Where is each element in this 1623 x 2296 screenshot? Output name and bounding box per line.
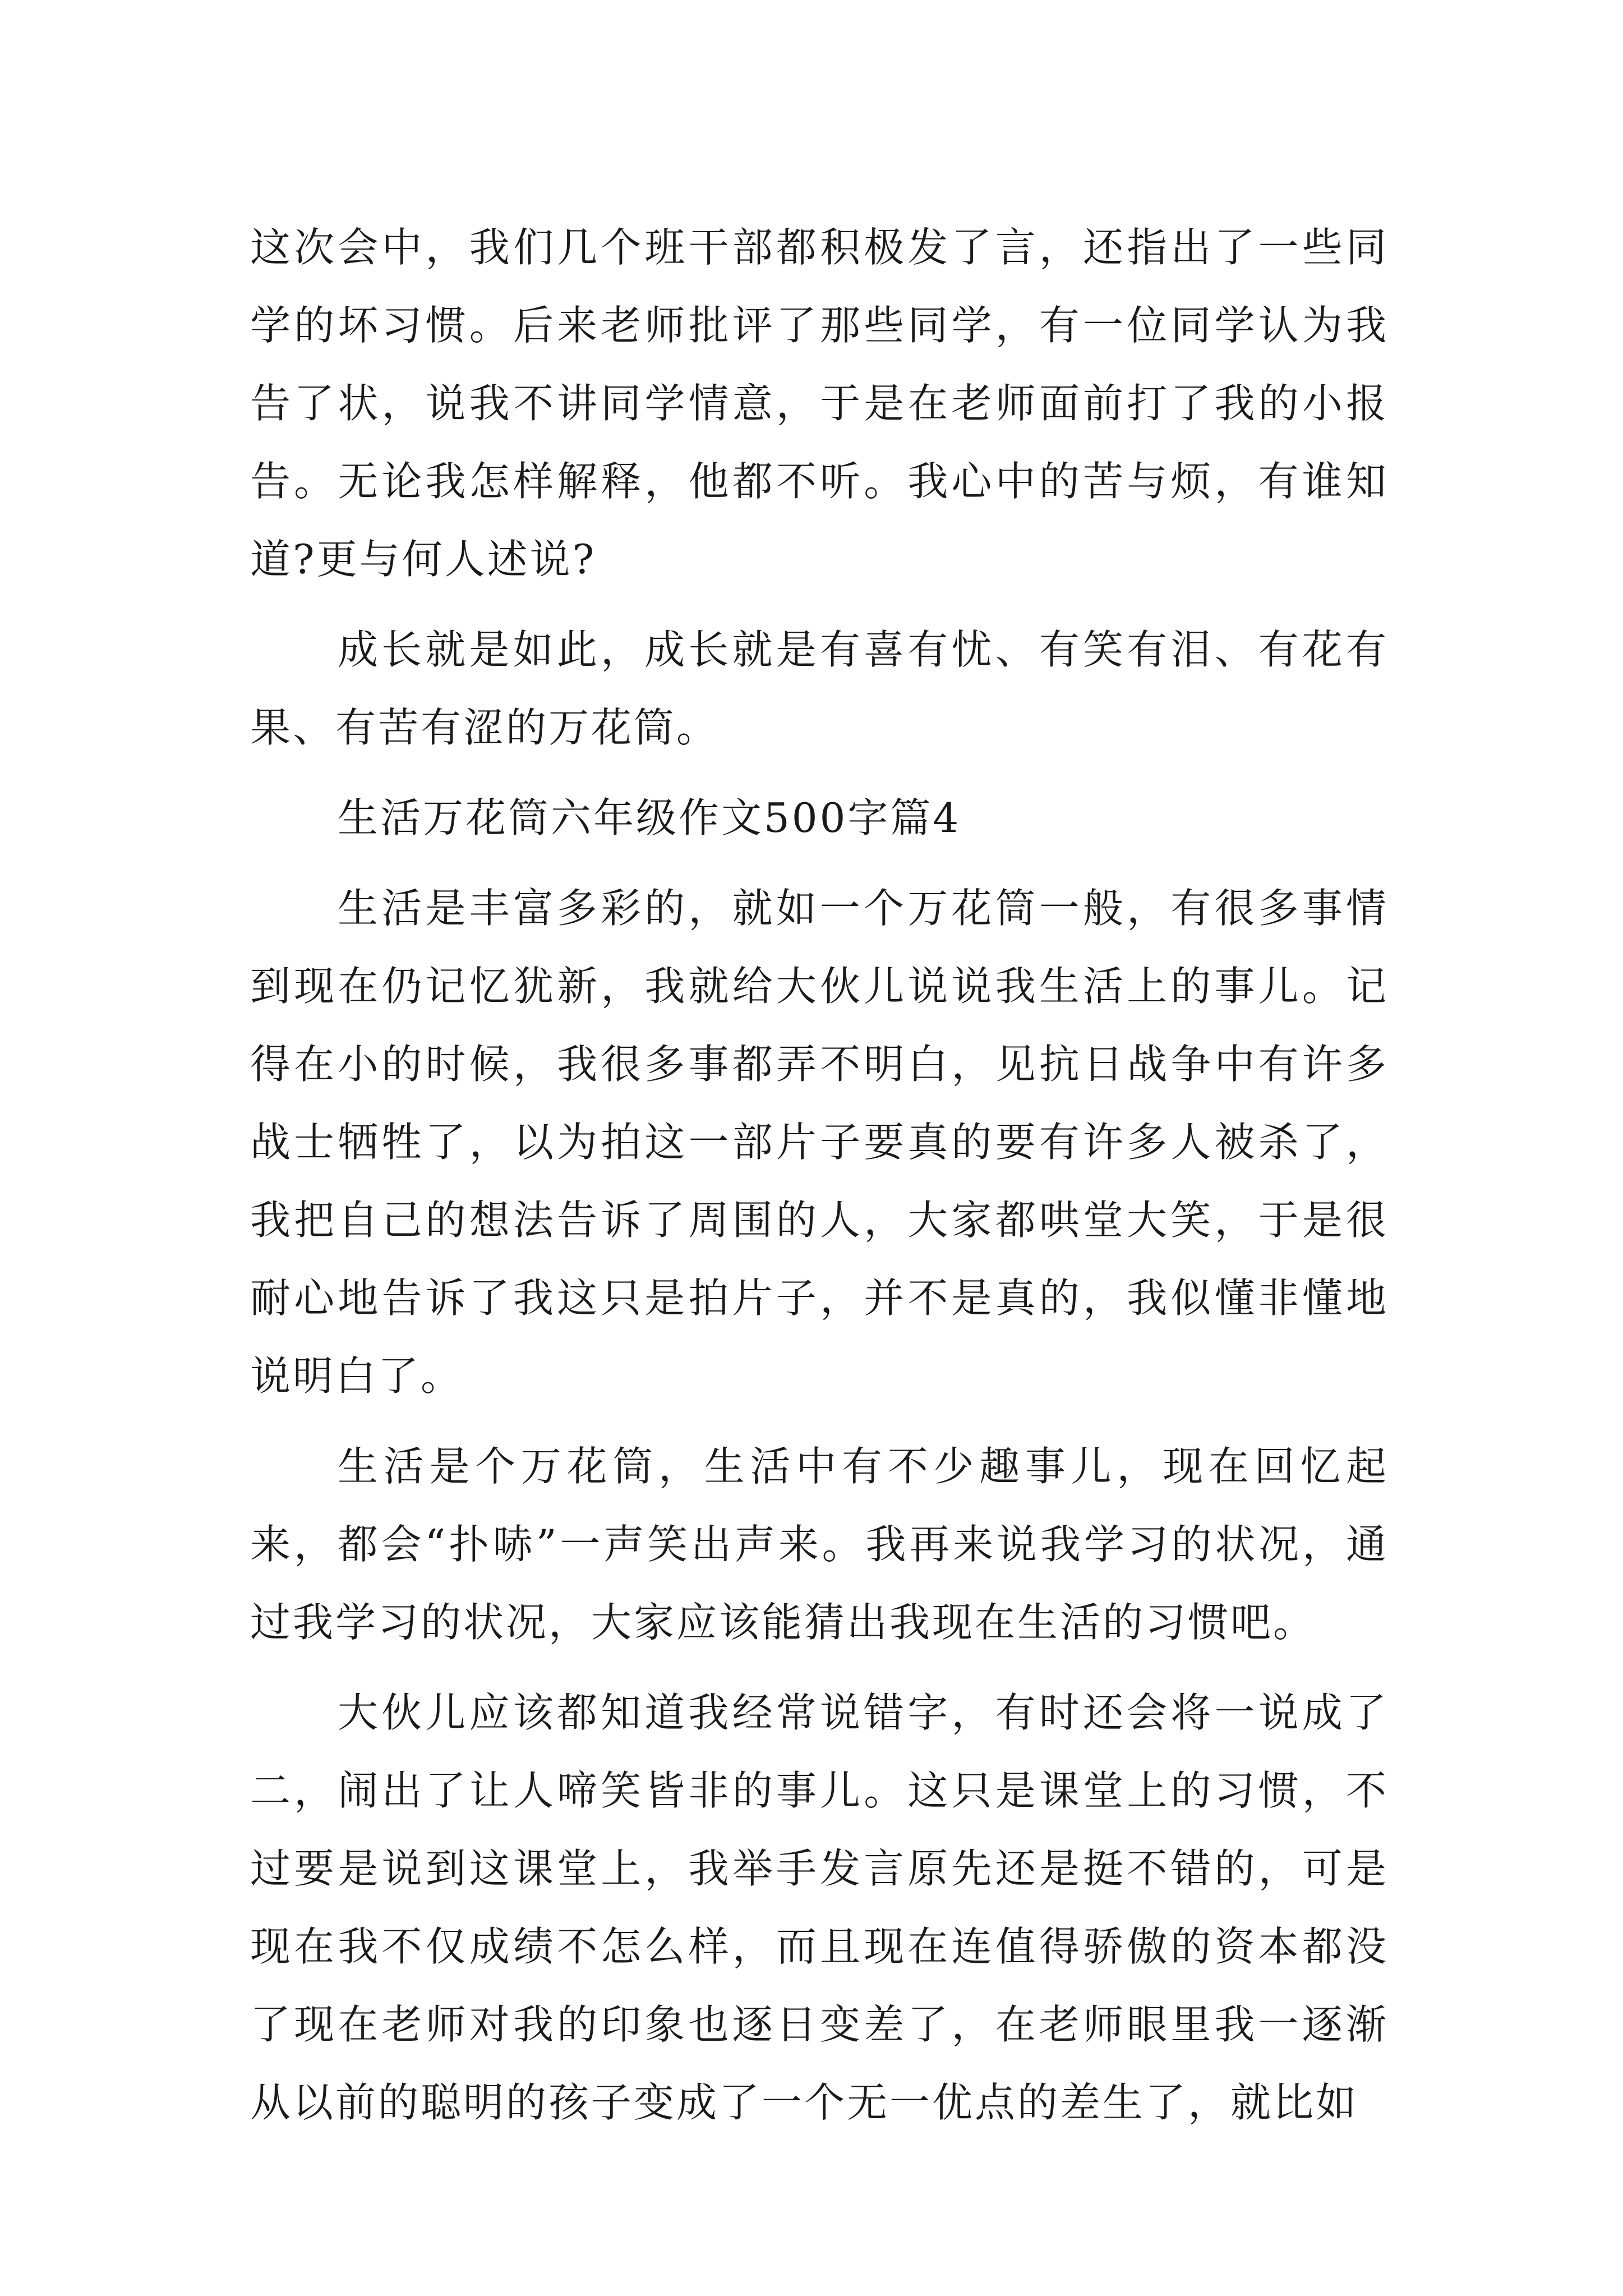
paragraph-1: 这次会中，我们几个班干部都积极发了言，还指出了一些同学的坏习惯。后来老师批评了那些同学，有一位同学认为我告了状，说我不讲同学情意，于是在老师面前打了我的小报告。无论我怎样解释，他都不听。我心中的苦与烦，有谁知道?更与何人述说? xyxy=(250,224,1389,583)
paragraph-5: 大伙儿应该都知道我经常说错字，有时还会将一说成了二，闹出了让人啼笑皆非的事儿。这只是课堂上的习惯，不过要是说到这课堂上，我举手发言原先还是挺不错的，可是现在我不仅成绩不怎么样，而且现在连值得骄傲的资本都没了现在老师对我的印象也逐日变差了，在老师眼里我一逐渐从以前的聪明的孩子变成了一个无一优点的差生了，就比如 xyxy=(250,1689,1389,2126)
paragraph-2: 成长就是如此，成长就是有喜有忧、有笑有泪、有花有果、有苦有涩的万花筒。 xyxy=(250,626,1389,751)
paragraph-4: 生活是个万花筒，生活中有不少趣事儿，现在回忆起来，都会“扑哧”一声笑出声来。我再来说我学习的状况，通过我学习的状况，大家应该能猜出我现在生活的习惯吧。 xyxy=(250,1443,1389,1646)
section-heading: 生活万花筒六年级作文500字篇4 xyxy=(338,794,961,841)
document-body xyxy=(250,209,1389,2154)
paragraph-3: 生活是丰富多彩的，就如一个万花筒一般，有很多事情到现在仍记忆犹新，我就给大伙儿说说我生活上的事儿。记得在小的时候，我很多事都弄不明白，见抗日战争中有许多战士牺牲了，以为拍这一部片子要真的要有许多人被杀了，我把自己的想法告诉了周围的人，大家都哄堂大笑，于是很耐心地告诉了我这只是拍片子，并不是真的，我似懂非懂地说明白了。 xyxy=(250,885,1389,1400)
